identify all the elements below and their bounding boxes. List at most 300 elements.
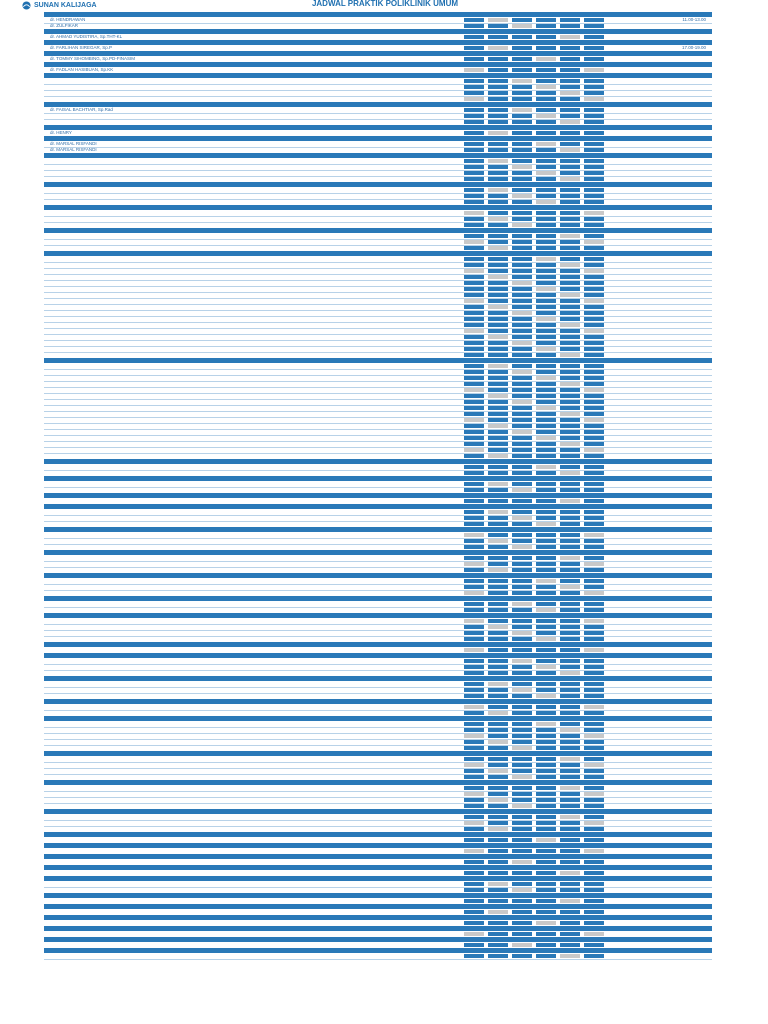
schedule-day-cell xyxy=(488,539,508,543)
schedule-day-cell xyxy=(536,746,556,750)
schedule-day-cell xyxy=(584,442,604,446)
doctor-name: dr. FAISAL BACHTIAR, Sp.Rad xyxy=(50,107,113,112)
schedule-day-cell xyxy=(536,585,556,589)
schedule-day-cell xyxy=(584,734,604,738)
schedule-day-cell xyxy=(536,899,556,903)
schedule-day-cell xyxy=(488,482,508,486)
schedule-day-cell xyxy=(560,305,580,309)
schedule-day-cell xyxy=(536,177,556,181)
schedule-day-cell xyxy=(536,815,556,819)
schedule-day-cell xyxy=(560,85,580,89)
schedule-day-cell xyxy=(464,281,484,285)
schedule-day-cell xyxy=(512,882,532,886)
schedule-day-cell xyxy=(464,637,484,641)
doctor-name: dr. HENRY xyxy=(50,130,72,135)
schedule-day-cell xyxy=(560,18,580,22)
schedule-day-cell xyxy=(584,79,604,83)
schedule-day-cell xyxy=(464,499,484,503)
schedule-day-cell xyxy=(512,625,532,629)
schedule-day-cell xyxy=(488,871,508,875)
schedule-day-cell xyxy=(536,665,556,669)
schedule-day-cell xyxy=(560,148,580,152)
schedule-day-cell xyxy=(488,608,508,612)
schedule-day-cell xyxy=(584,57,604,61)
schedule-day-cell xyxy=(560,223,580,227)
schedule-day-cell xyxy=(512,382,532,386)
schedule-day-cell xyxy=(512,223,532,227)
schedule-day-cell xyxy=(464,400,484,404)
schedule-day-cell xyxy=(584,436,604,440)
schedule-day-cell xyxy=(488,317,508,321)
schedule-day-cell xyxy=(464,815,484,819)
schedule-day-cell xyxy=(488,746,508,750)
schedule-day-cell xyxy=(488,85,508,89)
schedule-day-cell xyxy=(488,418,508,422)
schedule-day-cell xyxy=(488,631,508,635)
schedule-day-cell xyxy=(464,317,484,321)
schedule-day-cell xyxy=(488,625,508,629)
schedule-day-cell xyxy=(464,792,484,796)
schedule-day-cell xyxy=(488,757,508,761)
schedule-day-cell xyxy=(584,388,604,392)
schedule-day-cell xyxy=(488,114,508,118)
schedule-day-cell xyxy=(512,510,532,514)
schedule-day-cell xyxy=(560,798,580,802)
schedule-day-cell xyxy=(584,815,604,819)
schedule-day-cell xyxy=(560,57,580,61)
schedule-day-cell xyxy=(584,888,604,892)
schedule-day-cell xyxy=(560,734,580,738)
schedule-day-cell xyxy=(512,142,532,146)
schedule-day-cell xyxy=(560,335,580,339)
schedule-day-cell xyxy=(584,35,604,39)
schedule-day-cell xyxy=(488,533,508,537)
schedule-day-cell xyxy=(488,79,508,83)
schedule-day-cell xyxy=(488,659,508,663)
schedule-day-cell xyxy=(512,442,532,446)
schedule-day-cell xyxy=(464,910,484,914)
schedule-day-cell xyxy=(560,299,580,303)
schedule-day-cell xyxy=(584,281,604,285)
schedule-day-cell xyxy=(584,159,604,163)
schedule-day-cell xyxy=(560,329,580,333)
schedule-day-cell xyxy=(512,281,532,285)
schedule-day-cell xyxy=(560,888,580,892)
schedule-day-cell xyxy=(584,299,604,303)
schedule-day-cell xyxy=(488,734,508,738)
schedule-day-cell xyxy=(512,815,532,819)
schedule-day-cell xyxy=(560,882,580,886)
schedule-day-cell xyxy=(488,579,508,583)
schedule-day-cell xyxy=(560,200,580,204)
schedule-day-cell xyxy=(536,165,556,169)
schedule-day-cell xyxy=(464,602,484,606)
schedule-day-cell xyxy=(536,305,556,309)
schedule-day-cell xyxy=(512,171,532,175)
schedule-day-cell xyxy=(560,91,580,95)
page-title: JADWAL PRAKTIK POLIKLINIK UMUM xyxy=(311,0,459,8)
schedule-day-cell xyxy=(560,763,580,767)
schedule-day-cell xyxy=(464,648,484,652)
doctor-name: dr. TOMMY SIHOMBING, Sp.PD-FINASIM xyxy=(50,56,136,61)
schedule-day-cell xyxy=(584,131,604,135)
schedule-day-cell xyxy=(584,688,604,692)
schedule-day-cell xyxy=(488,499,508,503)
schedule-day-cell xyxy=(536,871,556,875)
schedule-day-cell xyxy=(512,200,532,204)
schedule-day-cell xyxy=(536,882,556,886)
schedule-day-cell xyxy=(584,838,604,842)
schedule-day-cell xyxy=(512,97,532,101)
schedule-day-cell xyxy=(512,68,532,72)
schedule-day-cell xyxy=(464,954,484,958)
schedule-day-cell xyxy=(464,171,484,175)
schedule-day-cell xyxy=(512,85,532,89)
schedule-day-cell xyxy=(560,436,580,440)
schedule-day-cell xyxy=(512,533,532,537)
schedule-day-cell xyxy=(464,665,484,669)
schedule-day-cell xyxy=(536,323,556,327)
schedule-day-cell xyxy=(512,430,532,434)
schedule-day-cell xyxy=(488,18,508,22)
schedule-day-cell xyxy=(584,223,604,227)
schedule-day-cell xyxy=(584,91,604,95)
doctor-name: dr. MARSAL RISFANDI xyxy=(50,141,97,146)
schedule-day-cell xyxy=(536,376,556,380)
schedule-day-cell xyxy=(464,659,484,663)
schedule-day-cell xyxy=(488,234,508,238)
schedule-day-cell xyxy=(536,97,556,101)
schedule-day-cell xyxy=(512,275,532,279)
schedule-day-cell xyxy=(488,665,508,669)
schedule-day-cell xyxy=(488,585,508,589)
schedule-day-cell xyxy=(512,740,532,744)
schedule-day-cell xyxy=(584,705,604,709)
schedule-day-cell xyxy=(536,688,556,692)
schedule-day-cell xyxy=(512,234,532,238)
schedule-day-cell xyxy=(536,804,556,808)
schedule-day-cell xyxy=(536,792,556,796)
schedule-day-cell xyxy=(512,711,532,715)
schedule-day-cell xyxy=(464,311,484,315)
schedule-day-cell xyxy=(536,188,556,192)
schedule-day-cell xyxy=(560,860,580,864)
schedule-day-cell xyxy=(584,165,604,169)
schedule-day-cell xyxy=(464,786,484,790)
schedule-day-cell xyxy=(584,682,604,686)
schedule-day-cell xyxy=(512,159,532,163)
schedule-day-cell xyxy=(560,234,580,238)
schedule-day-cell xyxy=(512,46,532,50)
schedule-day-cell xyxy=(488,406,508,410)
schedule-day-cell xyxy=(560,68,580,72)
schedule-day-cell xyxy=(512,287,532,291)
schedule-day-cell xyxy=(536,488,556,492)
schedule-day-cell xyxy=(584,311,604,315)
hospital-logo xyxy=(22,1,97,10)
schedule-day-cell xyxy=(464,682,484,686)
schedule-day-cell xyxy=(536,275,556,279)
schedule-day-cell xyxy=(560,659,580,663)
schedule-day-cell xyxy=(488,188,508,192)
schedule-day-cell xyxy=(488,347,508,351)
schedule-day-cell xyxy=(536,648,556,652)
schedule-day-cell xyxy=(560,442,580,446)
schedule-day-cell xyxy=(512,370,532,374)
schedule-day-cell xyxy=(536,436,556,440)
schedule-day-cell xyxy=(464,943,484,947)
schedule-day-cell xyxy=(464,91,484,95)
schedule-day-cell xyxy=(560,287,580,291)
schedule-day-cell xyxy=(560,792,580,796)
schedule-day-cell xyxy=(512,79,532,83)
schedule-day-cell xyxy=(536,120,556,124)
schedule-day-cell xyxy=(512,516,532,520)
schedule-day-cell xyxy=(584,804,604,808)
schedule-day-cell xyxy=(464,159,484,163)
schedule-day-cell xyxy=(512,757,532,761)
schedule-day-cell xyxy=(584,954,604,958)
schedule-day-cell xyxy=(584,671,604,675)
schedule-day-cell xyxy=(464,188,484,192)
schedule-day-cell xyxy=(560,317,580,321)
schedule-day-cell xyxy=(464,631,484,635)
schedule-day-cell xyxy=(560,341,580,345)
schedule-day-cell xyxy=(584,711,604,715)
schedule-day-cell xyxy=(512,722,532,726)
schedule-day-cell xyxy=(584,631,604,635)
schedule-day-cell xyxy=(536,659,556,663)
schedule-day-cell xyxy=(560,932,580,936)
schedule-day-cell xyxy=(584,120,604,124)
schedule-day-cell xyxy=(560,921,580,925)
schedule-day-cell xyxy=(560,323,580,327)
schedule-day-cell xyxy=(560,954,580,958)
schedule-day-cell xyxy=(488,910,508,914)
schedule-day-cell xyxy=(584,448,604,452)
schedule-day-cell xyxy=(560,539,580,543)
schedule-day-cell xyxy=(464,18,484,22)
schedule-day-cell xyxy=(560,711,580,715)
schedule-day-cell xyxy=(584,602,604,606)
schedule-day-cell xyxy=(536,954,556,958)
schedule-day-cell xyxy=(488,287,508,291)
schedule-day-cell xyxy=(560,757,580,761)
schedule-day-cell xyxy=(536,18,556,22)
schedule-day-cell xyxy=(536,424,556,428)
schedule-day-cell xyxy=(536,382,556,386)
schedule-day-cell xyxy=(464,579,484,583)
schedule-day-cell xyxy=(536,757,556,761)
schedule-day-cell xyxy=(488,740,508,744)
schedule-day-cell xyxy=(536,943,556,947)
schedule-day-cell xyxy=(512,871,532,875)
schedule-day-cell xyxy=(512,659,532,663)
schedule-day-cell xyxy=(512,694,532,698)
schedule-day-cell xyxy=(464,798,484,802)
schedule-day-cell xyxy=(560,631,580,635)
schedule-day-cell xyxy=(464,85,484,89)
schedule-day-cell xyxy=(488,888,508,892)
schedule-day-cell xyxy=(464,341,484,345)
schedule-day-cell xyxy=(464,412,484,416)
schedule-day-cell xyxy=(584,317,604,321)
schedule-day-cell xyxy=(584,899,604,903)
schedule-day-cell xyxy=(560,522,580,526)
schedule-day-cell xyxy=(584,648,604,652)
schedule-day-cell xyxy=(512,888,532,892)
schedule-day-cell xyxy=(512,91,532,95)
schedule-day-cell xyxy=(584,910,604,914)
schedule-day-cell xyxy=(464,335,484,339)
schedule-day-cell xyxy=(464,556,484,560)
schedule-day-cell xyxy=(488,648,508,652)
schedule-day-cell xyxy=(512,305,532,309)
schedule-day-cell xyxy=(584,539,604,543)
schedule-day-cell xyxy=(560,79,580,83)
schedule-day-cell xyxy=(488,556,508,560)
schedule-day-cell xyxy=(560,619,580,623)
schedule-day-cell xyxy=(584,394,604,398)
schedule-day-cell xyxy=(560,671,580,675)
schedule-day-cell xyxy=(512,418,532,422)
schedule-day-cell xyxy=(512,188,532,192)
schedule-day-cell xyxy=(488,786,508,790)
schedule-day-cell xyxy=(536,217,556,221)
schedule-day-cell xyxy=(584,263,604,267)
schedule-day-cell xyxy=(584,619,604,623)
schedule-day-cell xyxy=(488,341,508,345)
schedule-day-cell xyxy=(536,299,556,303)
schedule-day-cell xyxy=(464,418,484,422)
schedule-day-cell xyxy=(536,522,556,526)
schedule-day-cell xyxy=(464,860,484,864)
schedule-day-cell xyxy=(584,746,604,750)
schedule-day-cell xyxy=(584,722,604,726)
schedule-day-cell xyxy=(464,722,484,726)
doctor-name: dr. FADLAN HASIBUAN, Sp.KK xyxy=(50,67,114,72)
schedule-day-cell xyxy=(560,499,580,503)
schedule-day-cell xyxy=(488,688,508,692)
schedule-day-cell xyxy=(536,602,556,606)
schedule-day-cell xyxy=(512,562,532,566)
schedule-day-cell xyxy=(584,556,604,560)
schedule-day-cell xyxy=(488,329,508,333)
schedule-day-cell xyxy=(488,376,508,380)
schedule-day-cell xyxy=(512,454,532,458)
schedule-day-cell xyxy=(488,798,508,802)
schedule-day-cell xyxy=(536,223,556,227)
schedule-day-cell xyxy=(488,275,508,279)
schedule-day-cell xyxy=(584,769,604,773)
schedule-day-cell xyxy=(584,46,604,50)
schedule-day-cell xyxy=(512,746,532,750)
schedule-day-cell xyxy=(488,954,508,958)
schedule-day-cell xyxy=(584,659,604,663)
schedule-day-cell xyxy=(464,353,484,357)
schedule-day-cell xyxy=(536,246,556,250)
schedule-day-cell xyxy=(584,305,604,309)
schedule-day-cell xyxy=(560,364,580,368)
schedule-day-cell xyxy=(512,921,532,925)
schedule-day-cell xyxy=(584,234,604,238)
schedule-day-cell xyxy=(488,488,508,492)
schedule-day-cell xyxy=(464,899,484,903)
schedule-day-cell xyxy=(560,516,580,520)
schedule-day-cell xyxy=(464,775,484,779)
schedule-day-cell xyxy=(488,722,508,726)
schedule-day-cell xyxy=(488,388,508,392)
schedule-day-cell xyxy=(584,943,604,947)
schedule-day-cell xyxy=(512,556,532,560)
schedule-day-cell xyxy=(464,921,484,925)
schedule-day-cell xyxy=(536,142,556,146)
schedule-day-cell xyxy=(584,329,604,333)
schedule-day-cell xyxy=(488,263,508,267)
schedule-day-cell xyxy=(584,545,604,549)
schedule-day-cell xyxy=(560,400,580,404)
schedule-day-cell xyxy=(584,562,604,566)
schedule-day-cell xyxy=(512,448,532,452)
schedule-day-cell xyxy=(464,382,484,386)
schedule-day-cell xyxy=(512,619,532,623)
schedule-day-cell xyxy=(536,68,556,72)
schedule-day-cell xyxy=(536,454,556,458)
schedule-day-cell xyxy=(464,269,484,273)
schedule-day-cell xyxy=(560,131,580,135)
schedule-day-cell xyxy=(536,335,556,339)
schedule-day-cell xyxy=(512,35,532,39)
schedule-day-cell xyxy=(512,682,532,686)
schedule-day-cell xyxy=(512,353,532,357)
schedule-day-cell xyxy=(584,194,604,198)
schedule-day-cell xyxy=(488,860,508,864)
schedule-day-cell xyxy=(464,871,484,875)
schedule-day-cell xyxy=(536,608,556,612)
schedule-day-cell xyxy=(560,562,580,566)
schedule-day-cell xyxy=(464,763,484,767)
schedule-day-cell xyxy=(536,545,556,549)
schedule-day-cell xyxy=(512,602,532,606)
schedule-day-cell xyxy=(464,821,484,825)
schedule-day-cell xyxy=(488,821,508,825)
schedule-day-cell xyxy=(560,159,580,163)
schedule-day-cell xyxy=(464,394,484,398)
schedule-day-cell xyxy=(560,585,580,589)
page-header xyxy=(0,0,768,12)
schedule-day-cell xyxy=(512,792,532,796)
schedule-day-cell xyxy=(560,246,580,250)
schedule-day-cell xyxy=(536,625,556,629)
schedule-day-cell xyxy=(560,171,580,175)
schedule-day-cell xyxy=(512,798,532,802)
schedule-day-cell xyxy=(464,694,484,698)
schedule-day-cell xyxy=(488,311,508,315)
schedule-day-cell xyxy=(464,849,484,853)
schedule-day-cell xyxy=(488,194,508,198)
schedule-day-cell xyxy=(464,688,484,692)
schedule-day-cell xyxy=(536,240,556,244)
schedule-day-cell xyxy=(512,436,532,440)
logo-text: SUNAN KALIJAGA xyxy=(34,2,97,9)
schedule-day-cell xyxy=(512,412,532,416)
schedule-day-cell xyxy=(584,568,604,572)
schedule-day-cell xyxy=(512,131,532,135)
schedule-day-cell xyxy=(560,545,580,549)
schedule-day-cell xyxy=(584,418,604,422)
schedule-day-cell xyxy=(536,388,556,392)
schedule-day-cell xyxy=(512,545,532,549)
